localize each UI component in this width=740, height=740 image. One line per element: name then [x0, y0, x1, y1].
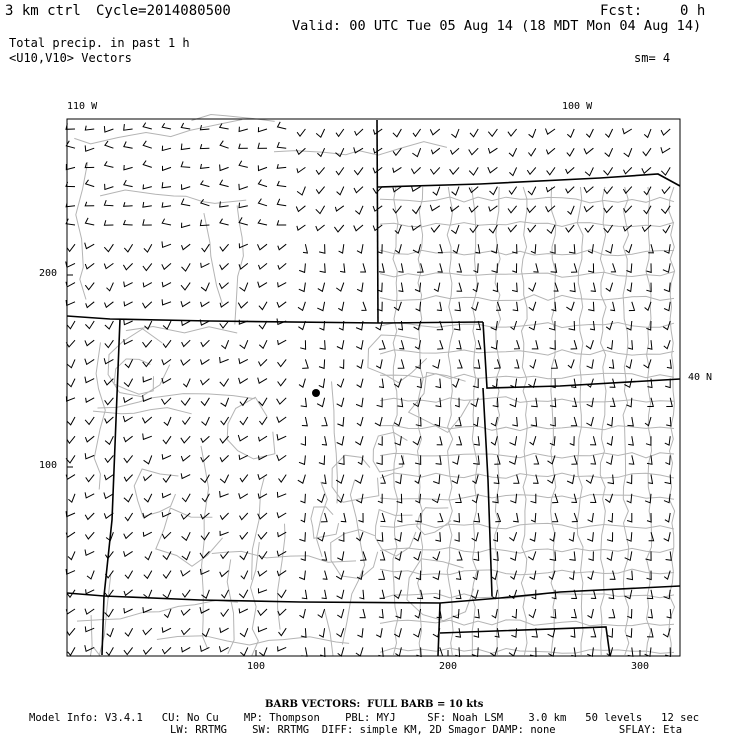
x-tick-label-100: 100 — [247, 661, 266, 672]
fcst-label: Fcst: — [600, 3, 643, 19]
y-tick-label-100: 100 — [39, 460, 58, 471]
valid-time: Valid: 00 UTC Tue 05 Aug 14 (18 MDT Mon 04 Aug 14) — [292, 18, 702, 34]
barb-legend: BARB VECTORS: FULL BARB = 10 kts — [265, 699, 484, 710]
station-marker — [312, 389, 320, 397]
smoothing-label: sm= 4 — [634, 51, 671, 65]
model-info-line2: LW: RRTMG SW: RRTMG DIFF: simple KM, 2D Smagor DAMP: none SFLAY: Eta — [170, 724, 683, 736]
run-name: 3 km ctrl — [5, 3, 81, 19]
field-vectors-title: <U10,V10> Vectors — [9, 51, 132, 65]
fcst-value: 0 h — [680, 3, 706, 19]
model-info-line1: Model Info: V3.4.1 CU: No Cu MP: Thompson PBL: MYJ SF: Noah LSM 3.0 km 50 levels 12 sec — [29, 712, 700, 724]
lon-label-110w: 110 W — [67, 101, 98, 112]
lon-label-100w: 100 W — [562, 101, 593, 112]
x-tick-label-200: 200 — [439, 661, 458, 672]
field-precip-title: Total precip. in past 1 h — [9, 36, 190, 50]
y-tick-label-200: 200 — [39, 268, 58, 279]
wy-sd-ne-border — [377, 120, 378, 323]
lat-label-40n: 40 N — [688, 372, 713, 383]
x-tick-label-300: 300 — [631, 661, 650, 672]
cycle-label: Cycle=2014080500 — [96, 3, 231, 19]
